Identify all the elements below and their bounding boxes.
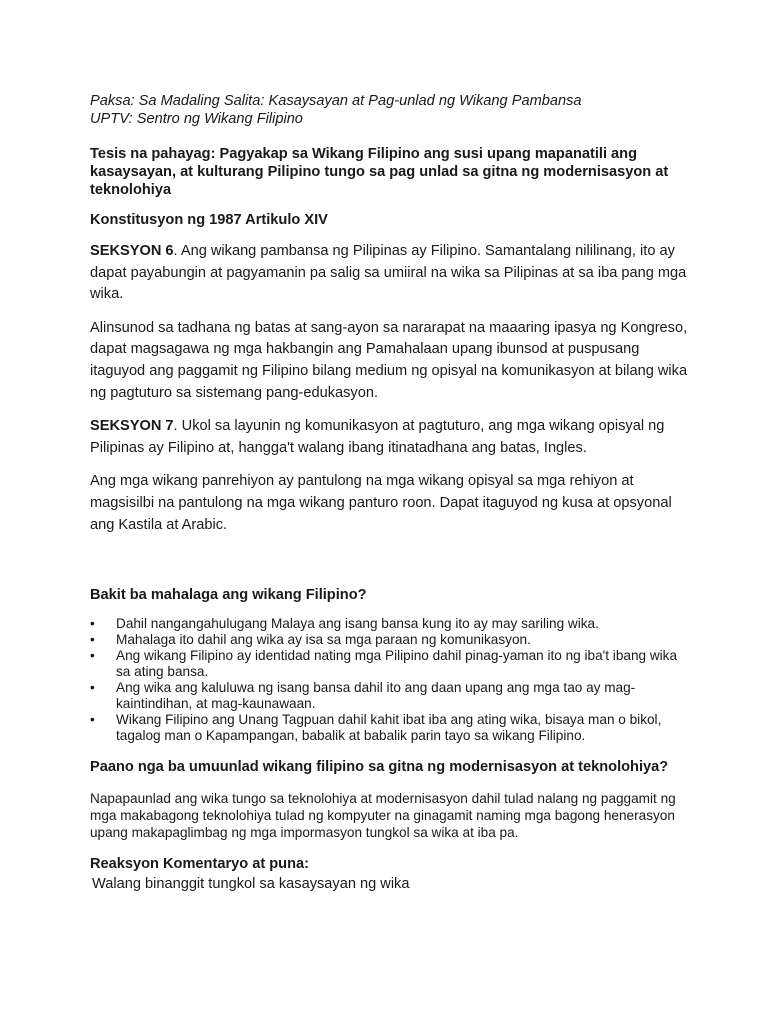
question-why-important: Bakit ba mahalaga ang wikang Filipino? <box>90 587 367 604</box>
section7-paragraph <box>90 416 690 459</box>
thesis-statement: Tesis na pahayag: Pagyakap sa Wikang Filipino ang susi upang mapanatili ang kasaysayan, at kulturang Pilipino tungo sa pag unlad sa gitna ng modernisasyon at teknolohiya <box>90 146 669 198</box>
section6-paragraph <box>90 241 690 306</box>
document-page <box>90 92 690 893</box>
source-line: UPTV: Sentro ng Wikang Filipino <box>90 111 303 127</box>
reasons-list <box>90 616 690 744</box>
list-item: • Wikang Filipino ang Unang Tagpuan dahil kahit ibat iba ang ating wika, bisaya man o bikol, tagalog man o Kapampangan, babalik at babalik parin tayo sa wikang Filipino. <box>116 712 690 744</box>
topic-line: Paksa: Sa Madaling Salita: Kasaysayan at Pag-unlad ng Wikang Pambansa <box>90 93 582 109</box>
reaction-text: Walang binanggit tungkol sa kasaysayan ng wika <box>92 876 410 893</box>
reaction-heading: Reaksyon Komentaryo at puna: <box>90 856 309 873</box>
list-item: • Mahalaga ito dahil ang wika ay isa sa mga paraan ng komunikasyon. <box>116 632 690 648</box>
answer-paragraph: Napapaunlad ang wika tungo sa teknolohiya at modernisasyon dahil tulad nalang ng paggamit ng mga makabagong teknolohiya tulad ng kompyuter na ginagamit naming mga bagong henerasyon upang makapaglimbag ng mga impormasyon tungkol sa wika at iba pa. <box>90 791 676 841</box>
section6-text: . Ang wikang pambansa ng Pilipinas ay Filipino. Samantalang nililinang, ito ay dapat payabungin at pagyamanin pa salig sa umiiral na wika sa Pilipinas at sa iba pang mga wika. <box>90 243 687 303</box>
list-item: • Ang wika ang kaluluwa ng isang bansa dahil ito ang daan upang ang mga tao ay mag-kaintindihan, at mag-kaunawaan. <box>116 680 690 712</box>
list-item: • Ang wikang Filipino ay identidad nating mga Pilipino dahil pinag-yaman ito ng iba't ibang wika sa ating bansa. <box>116 648 690 680</box>
constitution-heading: Konstitusyon ng 1987 Artikulo XIV <box>90 212 328 228</box>
section7-label: SEKSYON 7 <box>90 418 174 435</box>
section6-paragraph-2: Alinsunod sa tadhana ng batas at sang-ayon sa nararapat na maaaring ipasya ng Kongreso, dapat magsagawa ng mga hakbangin ang Pamahalaan upang ibunsod at puspusang itaguyod ang paggamit ng Filipino bilang medium ng opisyal na komunikasyon at bilang wika ng pagtuturo sa sistemang pang-edukasyon. <box>90 319 688 401</box>
list-item: • Dahil nangangahulugang Malaya ang isang bansa kung ito ay may sariling wika. <box>116 616 690 632</box>
section7-paragraph-2: Ang mga wikang panrehiyon ay pantulong na mga wikang opisyal sa mga rehiyon at magsisilbi na pantulong na mga wikang panturo roon. Dapat itaguyod ng kusa at opsyonal ang Kastila at Arabic. <box>90 473 672 533</box>
question-how-develops: Paano nga ba umuunlad wikang filipino sa gitna ng modernisasyon at teknolohiya? <box>90 759 669 776</box>
section6-label: SEKSYON 6 <box>90 243 174 259</box>
section7-text: . Ukol sa layunin ng komunikasyon at pagtuturo, ang mga wikang opisyal ng Pilipinas ay Filipino at, hangga't walang ibang itinatadhana ang batas, Ingles. <box>90 418 665 456</box>
